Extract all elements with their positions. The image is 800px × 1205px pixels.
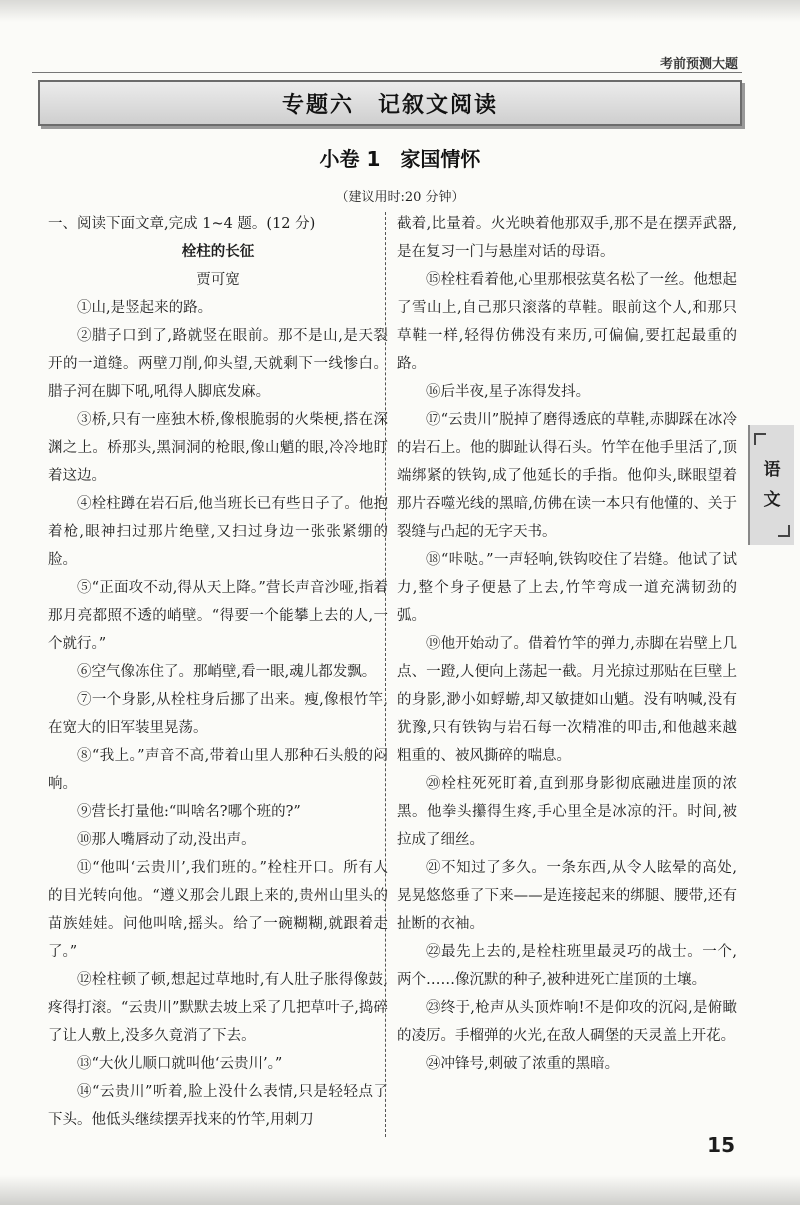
paragraph: ⑨营长打量他:“叫啥名?哪个班的?” <box>77 804 301 820</box>
header-label: 考前预测大题 <box>659 57 738 72</box>
paragraph: ⑧“我上。”声音不高,带着山里人那种石头般的闷响。 <box>48 748 388 792</box>
header-rule <box>32 72 742 73</box>
paragraph: ⑭“云贵川”听着,脸上没什么表情,只是轻轻点了下头。他低头继续摆弄找来的竹竿,用刺刀 <box>48 1084 388 1128</box>
paragraph: ④栓柱蹲在岩石后,他当班长已有些日子了。他抱着枪,眼神扫过那片绝壁,又扫过身边一张张紧绷的脸。 <box>48 496 388 568</box>
paragraph: ②腊子口到了,路就竖在眼前。那不是山,是天裂开的一道缝。两壁刀削,仰头望,天就剩下一线惨白。腊子河在脚下吼,吼得人脚底发麻。 <box>48 328 388 400</box>
right-column <box>397 210 737 1078</box>
paragraph: ㉔冲锋号,刺破了浓重的黑暗。 <box>426 1056 620 1072</box>
paragraph: ③桥,只有一座独木桥,像根脆弱的火柴梗,搭在深渊之上。桥那头,黑洞洞的枪眼,像山魈的眼,冷冷地盯着这边。 <box>48 412 388 484</box>
paragraph: ⑮栓柱看着他,心里那根弦莫名松了一丝。他想起了雪山上,自己那只滚落的草鞋。眼前这个人,和那只草鞋一样,轻得仿佛没有来历,可偏偏,要扛起最重的路。 <box>397 272 737 372</box>
paragraph: ㉓终于,枪声从头顶炸响!不是仰攻的沉闷,是俯瞰的凌厉。手榴弹的火光,在敌人碉堡的天灵盖上开花。 <box>397 1000 737 1044</box>
paragraph: ⑬“大伙儿顺口就叫他‘云贵川’。” <box>77 1056 283 1072</box>
bracket-decoration <box>778 525 790 537</box>
left-column <box>48 210 388 1134</box>
paragraph-continuation: 截着,比量着。火光映着他那双手,那不是在摆弄武器,是在复习一门与悬崖对话的母语。 <box>397 216 737 260</box>
page-number: 15 <box>707 1133 735 1157</box>
story-author: 贾可宽 <box>196 272 240 288</box>
paragraph: ⑥空气像冻住了。那峭壁,看一眼,魂儿都发飘。 <box>77 664 377 680</box>
scan-bottom-shadow <box>0 1175 800 1205</box>
suggested-time-note: （建议用时:20 分钟） <box>335 190 465 205</box>
paragraph: ⑫栓柱顿了顿,想起过草地时,有人肚子胀得像鼓,疼得打滚。“云贵川”默默去坡上采了几把草叶子,捣碎了让人敷上,没多久竟消了下去。 <box>48 972 388 1044</box>
paragraph: ⑱“咔哒。”一声轻响,铁钩咬住了岩缝。他试了试力,整个身子便悬了上去,竹竿弯成一道充满韧劲的弧。 <box>397 552 737 624</box>
paragraph: ㉑不知过了多久。一条东西,从令人眩晕的高处,晃晃悠悠垂了下来——是连接起来的绑腿、腰带,还有扯断的衣袖。 <box>397 860 737 932</box>
paragraph: ⑦一个身影,从栓柱身后挪了出来。瘦,像根竹竿,在宽大的旧军装里晃荡。 <box>48 692 388 736</box>
paragraph: ⑩那人嘴唇动了动,没出声。 <box>77 832 256 848</box>
scan-top-shadow <box>0 0 800 22</box>
subject-tab <box>748 425 794 545</box>
paragraph: ①山,是竖起来的路。 <box>77 300 213 316</box>
topic-banner <box>38 80 742 126</box>
subject-tab-char: 文 <box>763 490 781 510</box>
paragraph: ㉒最先上去的,是栓柱班里最灵巧的战士。一个,两个……像沉默的种子,被种进死亡崖顶的土壤。 <box>397 944 737 988</box>
paragraph: ⑤“正面攻不动,得从天上降。”营长声音沙哑,指着那月亮都照不透的峭壁。“得要一个能攀上去的人,一个就行。” <box>48 580 388 652</box>
bracket-decoration <box>754 433 766 445</box>
section-subtitle: 小卷 1 家国情怀 <box>319 147 481 171</box>
column-divider <box>385 212 386 1137</box>
question-intro: 一、阅读下面文章,完成 1~4 题。(12 分) <box>48 216 316 232</box>
paragraph: ⑯后半夜,星子冻得发抖。 <box>426 384 591 400</box>
paragraph: ⑳栓柱死死盯着,直到那身影彻底融进崖顶的浓黑。他拳头攥得生疼,手心里全是冰凉的汗。时间,被拉成了细丝。 <box>397 776 737 848</box>
paragraph: ⑲他开始动了。借着竹竿的弹力,赤脚在岩壁上几点、一蹬,人便向上荡起一截。月光掠过那贴在巨壁上的身影,渺小如蜉蝣,却又敏捷如山魈。没有呐喊,没有犹豫,只有铁钩与岩石每一次精准的叩击,和他越来越粗重的、被风撕碎的喘息。 <box>397 636 737 764</box>
subject-tab-char: 语 <box>763 460 781 480</box>
paragraph: ⑰“云贵川”脱掉了磨得透底的草鞋,赤脚踩在冰冷的岩石上。他的脚趾认得石头。竹竿在他手里活了,顶端绑紧的铁钩,成了他延长的手指。他仰头,眯眼望着那片吞噬光线的黑暗,仿佛在读一本只有他懂的、关于裂缝与凸起的无字天书。 <box>397 412 737 540</box>
paragraph: ⑪“他叫‘云贵川’,我们班的。”栓柱开口。所有人的目光转向他。“遵义那会儿跟上来的,贵州山里头的苗族娃娃。问他叫啥,摇头。给了一碗糊糊,就跟着走了。” <box>48 860 388 960</box>
story-title: 栓柱的长征 <box>181 244 255 260</box>
banner-title: 专题六 记叙文阅读 <box>281 92 498 118</box>
